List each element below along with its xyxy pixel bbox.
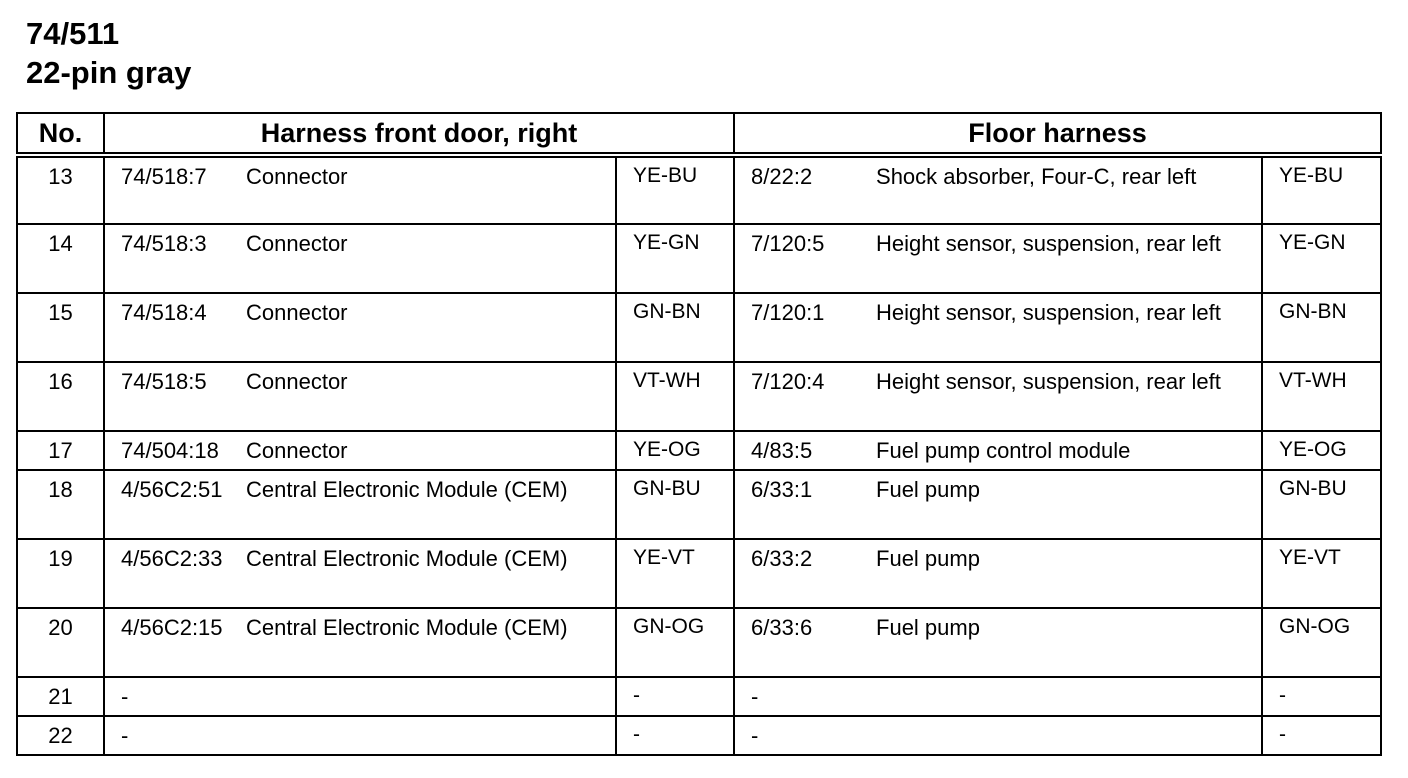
connector-id: 74/511 <box>26 16 120 51</box>
table-row <box>17 155 1381 224</box>
right-wire-color: - <box>1262 716 1381 755</box>
left-wire-color: YE-BU <box>616 155 734 224</box>
right-wire-color: VT-WH <box>1262 362 1381 431</box>
pin-number: 21 <box>17 677 104 716</box>
left-reference: 4/56C2:51 <box>104 470 246 539</box>
left-wire-color: - <box>616 677 734 716</box>
left-description: Central Electronic Module (CEM) <box>246 470 616 539</box>
left-reference: 74/518:3 <box>104 224 246 293</box>
right-reference: 6/33:1 <box>734 470 876 539</box>
left-description <box>246 677 616 716</box>
left-reference: 74/518:5 <box>104 362 246 431</box>
right-description: Fuel pump <box>876 470 1262 539</box>
right-description: Fuel pump <box>876 608 1262 677</box>
right-wire-color: YE-GN <box>1262 224 1381 293</box>
left-wire-color: GN-BN <box>616 293 734 362</box>
right-wire-color: GN-BN <box>1262 293 1381 362</box>
table-row <box>17 608 1381 677</box>
left-description: Central Electronic Module (CEM) <box>246 608 616 677</box>
pin-number: 19 <box>17 539 104 608</box>
right-reference: 8/22:2 <box>734 155 876 224</box>
table-row <box>17 677 1381 716</box>
document-title <box>26 14 191 92</box>
left-reference: - <box>104 716 246 755</box>
pin-number: 20 <box>17 608 104 677</box>
right-description: Height sensor, suspension, rear left <box>876 293 1262 362</box>
left-description: Connector <box>246 431 616 470</box>
header-right-harness: Floor harness <box>734 113 1381 155</box>
table-row <box>17 539 1381 608</box>
right-wire-color: YE-OG <box>1262 431 1381 470</box>
left-description <box>246 716 616 755</box>
left-reference: 4/56C2:15 <box>104 608 246 677</box>
left-reference: - <box>104 677 246 716</box>
right-reference: 7/120:5 <box>734 224 876 293</box>
table-row <box>17 470 1381 539</box>
left-reference: 74/518:4 <box>104 293 246 362</box>
left-description: Connector <box>246 155 616 224</box>
right-description: Height sensor, suspension, rear left <box>876 224 1262 293</box>
right-wire-color: YE-BU <box>1262 155 1381 224</box>
right-reference: 4/83:5 <box>734 431 876 470</box>
left-reference: 74/504:18 <box>104 431 246 470</box>
left-reference: 74/518:7 <box>104 155 246 224</box>
left-description: Central Electronic Module (CEM) <box>246 539 616 608</box>
table-row <box>17 431 1381 470</box>
right-reference: 6/33:2 <box>734 539 876 608</box>
header-no: No. <box>17 113 104 155</box>
right-description: Shock absorber, Four-C, rear left <box>876 155 1262 224</box>
table-row <box>17 293 1381 362</box>
pin-number: 15 <box>17 293 104 362</box>
pinout-table <box>16 112 1382 756</box>
right-wire-color: GN-OG <box>1262 608 1381 677</box>
table-row <box>17 362 1381 431</box>
right-reference: - <box>734 677 876 716</box>
right-reference: 7/120:4 <box>734 362 876 431</box>
right-reference: 6/33:6 <box>734 608 876 677</box>
connector-description: 22-pin gray <box>26 55 192 90</box>
left-description: Connector <box>246 362 616 431</box>
left-wire-color: GN-OG <box>616 608 734 677</box>
left-wire-color: - <box>616 716 734 755</box>
right-description: Fuel pump control module <box>876 431 1262 470</box>
left-wire-color: GN-BU <box>616 470 734 539</box>
table-row <box>17 716 1381 755</box>
pin-number: 17 <box>17 431 104 470</box>
pin-number: 13 <box>17 155 104 224</box>
header-left-harness: Harness front door, right <box>104 113 734 155</box>
right-wire-color: GN-BU <box>1262 470 1381 539</box>
right-description <box>876 677 1262 716</box>
right-description: Height sensor, suspension, rear left <box>876 362 1262 431</box>
right-description <box>876 716 1262 755</box>
pin-number: 18 <box>17 470 104 539</box>
right-description: Fuel pump <box>876 539 1262 608</box>
pin-number: 22 <box>17 716 104 755</box>
table-row <box>17 224 1381 293</box>
table-header-row <box>17 113 1381 155</box>
left-wire-color: VT-WH <box>616 362 734 431</box>
left-wire-color: YE-GN <box>616 224 734 293</box>
left-description: Connector <box>246 224 616 293</box>
left-description: Connector <box>246 293 616 362</box>
left-wire-color: YE-VT <box>616 539 734 608</box>
right-wire-color: YE-VT <box>1262 539 1381 608</box>
left-reference: 4/56C2:33 <box>104 539 246 608</box>
pin-number: 16 <box>17 362 104 431</box>
left-wire-color: YE-OG <box>616 431 734 470</box>
pin-number: 14 <box>17 224 104 293</box>
right-reference: 7/120:1 <box>734 293 876 362</box>
right-reference: - <box>734 716 876 755</box>
right-wire-color: - <box>1262 677 1381 716</box>
